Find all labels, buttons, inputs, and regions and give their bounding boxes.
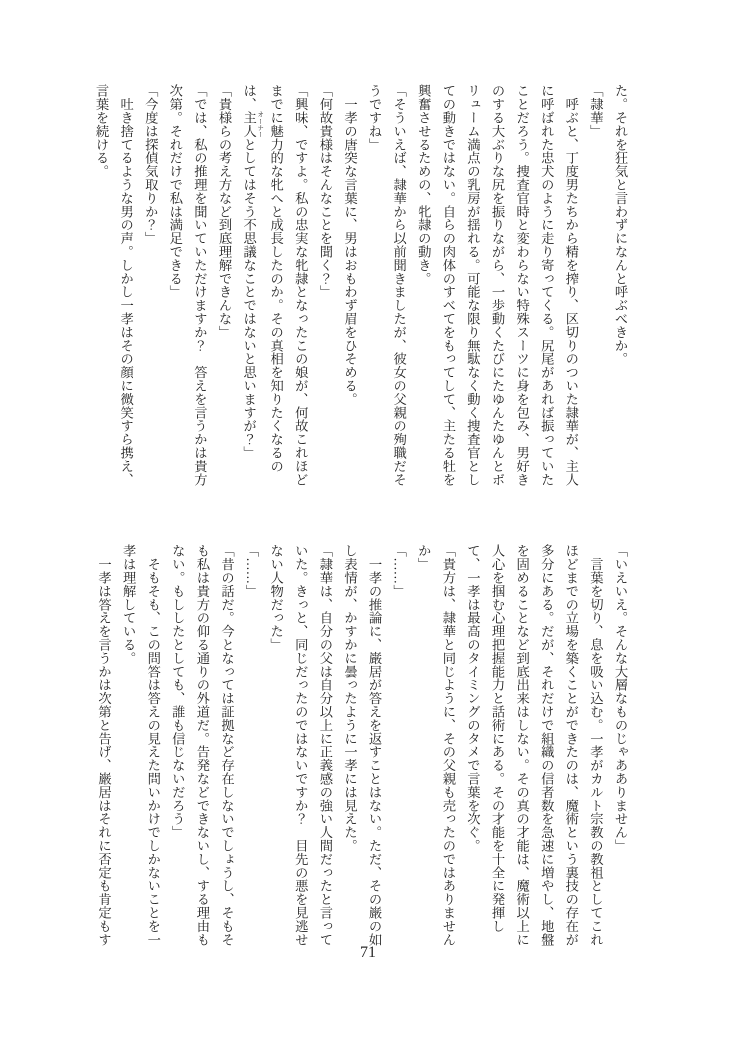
text-line: 「昔の話だ。今となっては証拠など存在しないでしょうし、そもそ bbox=[219, 544, 235, 946]
text-line: 「そういえば、隷華から以前聞きましたが、彼女の父親の殉職だそ bbox=[391, 84, 407, 486]
text-line: し表情が、かすかに曇ったように一孝には見えた。 bbox=[342, 544, 358, 853]
text-line: リューム満点の乳房が揺れる。可能な限り無駄なく動く捜査官とし bbox=[465, 84, 481, 486]
lower-text-block bbox=[88, 544, 632, 948]
text-line: 吐き捨てるような男の声。しかし一孝はその顔に微笑すら携え、 bbox=[118, 84, 134, 486]
text-line: 「隷華は、自分の父は自分以上に正義感の強い人間だったと言って bbox=[317, 544, 333, 946]
text-line: のする大ぶりな尻を振りながら、一歩動くたびにたゆんたゆんとボ bbox=[490, 84, 506, 486]
text-line: ほどまでの立場を築くことができたのは、魔術という裏技の存在が bbox=[563, 544, 579, 946]
text-line: 「何故貴様はそんなことを聞く？」 bbox=[317, 84, 333, 299]
text-line: 「……」 bbox=[391, 544, 407, 598]
text-line: ない人物だった」 bbox=[268, 544, 284, 652]
text-line: 興奮させるための、牝隷の動き。 bbox=[416, 84, 432, 285]
upper-text-block bbox=[88, 84, 632, 488]
text-line: て、一孝は最高のタイミングのタメで言葉を次ぐ。 bbox=[465, 544, 481, 853]
text-line: 「貴方は、隷華と同じように、その父親も売ったのではありません bbox=[440, 544, 456, 946]
text-line: 「隷華」 bbox=[588, 84, 604, 138]
text-line: 言葉を続ける。 bbox=[94, 84, 110, 178]
text-line: か」 bbox=[416, 544, 432, 571]
text-line: 孝は理解している。 bbox=[121, 544, 137, 665]
text-line: ない。もししたとしても、誰も信じないだろう」 bbox=[170, 544, 186, 839]
text-line: 呼ぶと、丁度男たちから精を搾り、区切りのついた隷華が、主人 bbox=[563, 84, 579, 486]
text-line: 言葉を切り、息を吸い込む。一孝がカルト宗教の教祖としてこれ bbox=[588, 544, 604, 946]
text-line: 「……」 bbox=[244, 544, 260, 598]
text-line: 一孝の唐突な言葉に、男はおもわず眉をひそめる。 bbox=[342, 84, 358, 406]
text-line: は、主人 オーナーとしてはそう不思議なことではないと思いますが？」 bbox=[241, 84, 264, 460]
text-line: 「興味、ですよ。私の忠実な牝隷となったこの娘が、何故これほど bbox=[293, 84, 309, 486]
text-line: 「貴様らの考え方など到底理解できんな」 bbox=[217, 84, 232, 339]
furigana-ruby: 主人 オーナー bbox=[241, 110, 264, 138]
text-line: 「いえいえ。そんな大層なものじゃあありません」 bbox=[613, 544, 628, 853]
text-line: た。それを狂気と言わずになんと呼ぶべきか。 bbox=[613, 84, 628, 366]
text-line: 「では、私の推理を聞いていただけますか？ 答えを言うかは貴方 bbox=[192, 84, 208, 486]
text-line: ての動きではない。自らの肉体のすべてをもってして、主たる牡を bbox=[440, 84, 456, 486]
text-line: を固めることなど到底出来はしない。その真の才能は、魔術以上に bbox=[514, 544, 530, 946]
text-line: ことだろう。捜査官時と変わらない特殊スーツに身を包み、男好き bbox=[514, 84, 530, 486]
text-line: に呼ばれた忠犬のように走り寄ってくる。尻尾があれば振っていた bbox=[539, 84, 555, 486]
text-line: 「今度は探偵気取りか？」 bbox=[143, 84, 159, 245]
text-line: 一孝は答えを言うかは次第と告げ、巌居はそれに否定も肯定もす bbox=[96, 544, 112, 946]
text-line: 一孝の推論に、巌居が答えを返すことはない。ただ、その巌の如 bbox=[367, 544, 383, 946]
text-line: も私は貴方の仰る通りの外道だ。告発などできないし、する理由も bbox=[194, 544, 210, 946]
text-line: そもそも、この問答は答えの見えた問いかけでしかないことを一 bbox=[145, 544, 161, 946]
text-line: 人心を掴む心理把握能力と話術にある。その才能を十全に発揮し bbox=[490, 544, 506, 933]
text-line: 多分にある。だが、それだけで組織の信者数を急速に増やし、地盤 bbox=[539, 544, 555, 946]
page-number: 71 bbox=[360, 944, 376, 961]
text-line: いた。きっと、同じだったのではないですか？ 目先の悪を見逃せ bbox=[293, 544, 309, 946]
text-line: までに魅力的な牝へと成長したのか。その真相を知りたくなるの bbox=[268, 84, 284, 473]
text-line: うですね」 bbox=[367, 84, 383, 151]
text-line: 次第。それだけで私は満足できる」 bbox=[167, 84, 183, 299]
